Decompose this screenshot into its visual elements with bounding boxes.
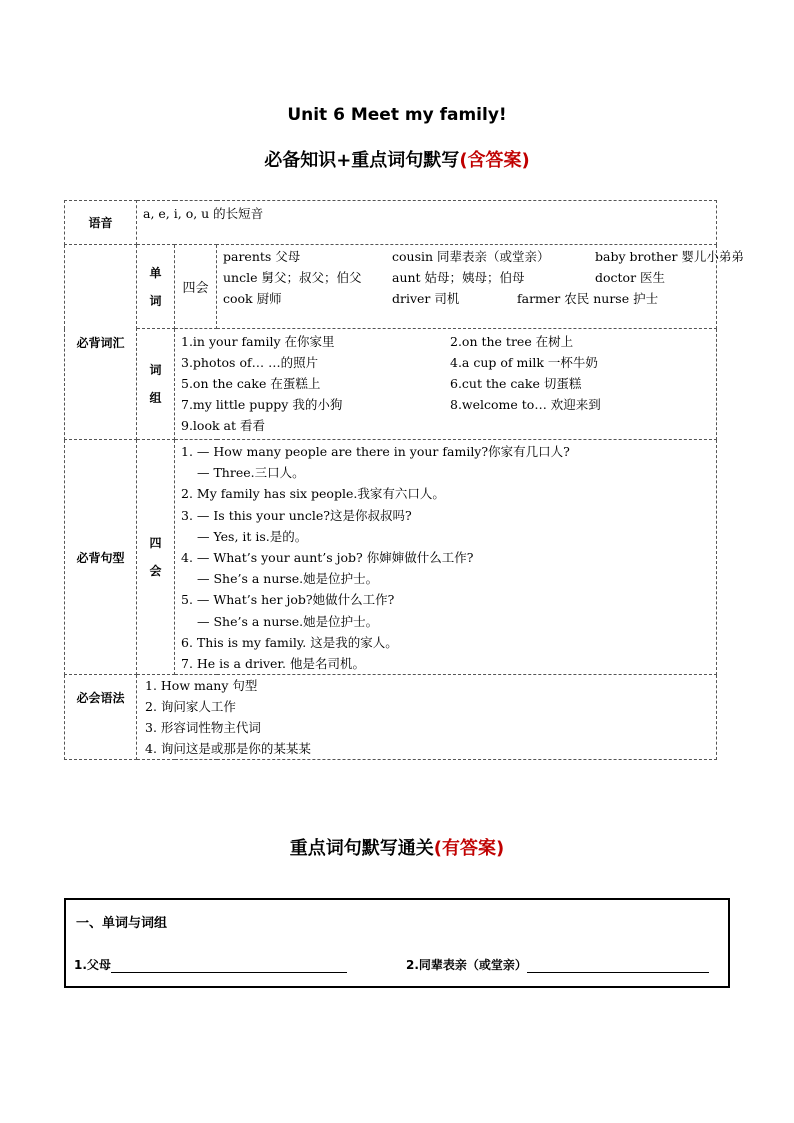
list-item: — Yes, it is.是的。 — [197, 528, 308, 544]
phonics-label: 语音 — [65, 201, 137, 245]
list-item: 3. 形容词性物主代词 — [145, 720, 261, 736]
section-title — [0, 834, 794, 860]
section-title-main: 重点词句默写通关 — [289, 838, 434, 859]
section-title-note: (有答案) — [433, 838, 505, 859]
phrases-list — [175, 329, 717, 440]
list-item: 3. — Is this your uncle?这是你叔叔吗? — [181, 507, 412, 523]
list-item: — Three.三口人。 — [197, 465, 305, 481]
question-1-label: 1.父母 — [74, 958, 111, 972]
answer-blank-1[interactable] — [111, 958, 347, 973]
list-item: parents 父母 cousin 同辈表亲（或堂亲） baby brother 婴儿小弟弟 — [223, 249, 744, 264]
list-item: uncle 舅父；叔父；伯父 aunt 姑母；姨母；伯母 doctor 医生 — [223, 270, 666, 285]
list-item: 1. — How many people are there in your family?你家有几口人? — [181, 444, 570, 459]
words-level: 四会 — [175, 245, 217, 329]
list-item: 5. — What’s her job?她做什么工作? — [181, 592, 395, 608]
list-item: 9.look at 看看 — [181, 418, 265, 433]
knowledge-table — [64, 200, 744, 760]
page-subtitle — [0, 146, 794, 172]
list-item: 4. 询问这是或那是你的某某某 — [145, 741, 311, 757]
sentences-row — [65, 440, 717, 675]
page-title: Unit 6 Meet my family! — [287, 105, 507, 125]
question-2-label: 2.同辈表亲（或堂亲） — [406, 958, 527, 972]
list-item: — She’s a nurse.她是位护士。 — [197, 571, 379, 587]
sentences-level: 四 会 — [137, 440, 175, 675]
list-item: 5.on the cake 在蛋糕上 6.cut the cake 切蛋糕 — [181, 376, 582, 391]
words-label: 单 词 — [137, 245, 175, 329]
list-item: 1. How many 句型 — [145, 678, 258, 694]
phonics-content — [137, 201, 717, 245]
list-item: — She’s a nurse.她是位护士。 — [197, 613, 379, 629]
subtitle-note: (含答案) — [459, 150, 530, 171]
answer-blank-2[interactable] — [527, 958, 709, 973]
list-item: 6. This is my family. 这是我的家人。 — [181, 634, 398, 650]
list-item: 7.my little puppy 我的小狗 8.welcome to… 欢迎来到 — [181, 397, 601, 412]
list-item: 3.photos of… …的照片 4.a cup of milk 一杯牛奶 — [181, 355, 598, 370]
sentences-label: 必背句型 — [65, 440, 137, 675]
list-item: 7. He is a driver. 他是名司机。 — [181, 655, 365, 671]
list-item: cook 厨师 driver 司机 farmer 农民 nurse 护士 — [223, 291, 659, 306]
grammar-label: 必会语法 — [65, 675, 137, 760]
phonics-row — [65, 201, 717, 245]
question-2 — [406, 956, 709, 973]
vocab-label: 必背词汇 — [65, 245, 137, 440]
list-item: 1.in your family 在你家里 2.on the tree 在树上 — [181, 334, 574, 349]
vocab-words-row — [65, 245, 717, 329]
words-list — [217, 245, 744, 329]
phonics-text: a, e, i, o, u 的长短音 — [143, 206, 264, 221]
phrases-label: 词 组 — [137, 329, 175, 440]
list-item: 2. 询问家人工作 — [145, 699, 236, 715]
question-1 — [74, 956, 347, 973]
list-item: 4. — What’s your aunt’s job? 你婶婶做什么工作? — [181, 549, 474, 565]
exercise-heading: 一、单词与词组 — [76, 916, 168, 931]
sentences-list — [175, 440, 717, 675]
vocab-phrases-row — [65, 329, 717, 440]
grammar-list — [137, 675, 717, 760]
subtitle-main: 必备知识+重点词句默写 — [264, 150, 460, 171]
list-item: 2. My family has six people.我家有六口人。 — [181, 486, 445, 502]
exercise-box — [64, 898, 730, 988]
grammar-row — [65, 675, 717, 760]
